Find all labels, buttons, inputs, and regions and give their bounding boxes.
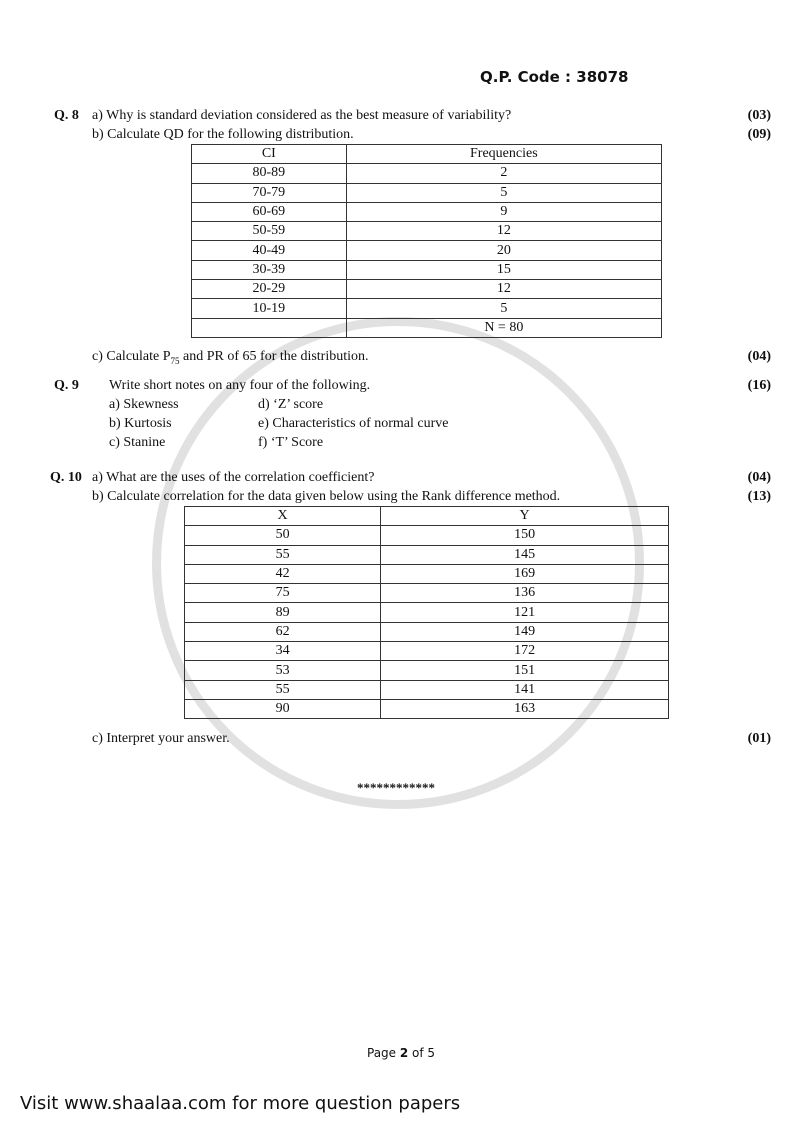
q9-text: Write short notes on any four of the following.: [109, 378, 371, 393]
table-cell: 40-49: [192, 241, 347, 260]
table-cell: 50-59: [192, 222, 347, 241]
table-row: [185, 642, 669, 661]
table-total-row: [192, 318, 662, 337]
table-row: [185, 564, 669, 583]
table-cell: 150: [381, 526, 669, 545]
table-row: [185, 699, 669, 718]
q8-c-marks: (04): [747, 349, 771, 364]
table-cell: 172: [381, 642, 669, 661]
table-cell: 80-89: [192, 164, 347, 183]
table-cell: 151: [381, 661, 669, 680]
q9-item: d) ‘Z’ score: [258, 397, 324, 412]
q9-item: f) ‘T’ Score: [258, 435, 324, 450]
table-cell: 2: [346, 164, 661, 183]
q8-a: a) Why is standard deviation considered as the best measure of variability?: [92, 108, 512, 123]
table-cell: 12: [346, 280, 661, 299]
header-ci: CI: [192, 145, 347, 164]
table-cell: 20: [346, 241, 661, 260]
q10-b: b) Calculate correlation for the data given below using the Rank difference method.: [92, 489, 561, 504]
table-row: [192, 222, 662, 241]
rank-data-table: [184, 506, 669, 719]
q10-a: a) What are the uses of the correlation coefficient?: [92, 470, 375, 485]
qp-code: Q.P. Code : 38078: [480, 68, 629, 86]
table-row: [192, 260, 662, 279]
q8-number: Q. 8: [54, 108, 79, 123]
table-cell: 121: [381, 603, 669, 622]
table-row: [192, 164, 662, 183]
end-marker: ************: [357, 780, 435, 795]
qd-distribution-table: [191, 144, 662, 338]
q8-b: b) Calculate QD for the following distribution.: [92, 127, 354, 142]
table-cell: 136: [381, 584, 669, 603]
q8-c-subscript: 75: [170, 355, 180, 366]
table-row: [185, 545, 669, 564]
table-cell: 169: [381, 564, 669, 583]
table-cell: 60-69: [192, 202, 347, 221]
page-current: 2: [399, 1046, 409, 1060]
q10-c-marks: (01): [747, 731, 771, 746]
q9-item: e) Characteristics of normal curve: [258, 416, 449, 431]
table-cell: 163: [381, 699, 669, 718]
table-cell: 30-39: [192, 260, 347, 279]
q10-a-marks: (04): [747, 470, 771, 485]
q9-marks: (16): [747, 378, 771, 393]
table-row: [192, 299, 662, 318]
table-cell: 62: [185, 622, 381, 641]
table-row: [192, 183, 662, 202]
table-row: [192, 280, 662, 299]
table-cell: 55: [185, 680, 381, 699]
table-cell: 5: [346, 183, 661, 202]
table-cell: 9: [346, 202, 661, 221]
table-cell: 42: [185, 564, 381, 583]
table-cell: 12: [346, 222, 661, 241]
table-header-row: [192, 145, 662, 164]
table-row: [185, 526, 669, 545]
table-cell: 5: [346, 299, 661, 318]
q9-number: Q. 9: [54, 378, 79, 393]
table-row: [185, 661, 669, 680]
table-cell: 75: [185, 584, 381, 603]
q10-c: c) Interpret your answer.: [92, 731, 230, 746]
empty-cell: [192, 318, 347, 337]
q9-item: c) Stanine: [109, 435, 166, 450]
header-frequencies: Frequencies: [346, 145, 661, 164]
q10-number: Q. 10: [50, 470, 82, 485]
table-header-row: [185, 507, 669, 526]
table-cell: 50: [185, 526, 381, 545]
table-cell: 89: [185, 603, 381, 622]
table-cell: 34: [185, 642, 381, 661]
table-cell: 10-19: [192, 299, 347, 318]
table-row: [192, 202, 662, 221]
q10-b-marks: (13): [747, 489, 771, 504]
q8-c: [92, 349, 369, 366]
table-row: [185, 622, 669, 641]
header-x: X: [185, 507, 381, 526]
table-row: [185, 584, 669, 603]
total-cell: N = 80: [346, 318, 661, 337]
q9-item: a) Skewness: [109, 397, 179, 412]
visit-link[interactable]: Visit www.shaalaa.com for more question papers: [20, 1093, 461, 1114]
table-cell: 141: [381, 680, 669, 699]
table-cell: 149: [381, 622, 669, 641]
table-row: [185, 680, 669, 699]
table-row: [192, 241, 662, 260]
table-cell: 55: [185, 545, 381, 564]
table-cell: 145: [381, 545, 669, 564]
table-row: [185, 603, 669, 622]
page-number: [367, 1046, 435, 1060]
q8-c-suffix: and PR of 65 for the distribution.: [179, 349, 369, 364]
table-cell: 53: [185, 661, 381, 680]
q8-c-prefix: c) Calculate P: [92, 349, 171, 364]
table-cell: 20-29: [192, 280, 347, 299]
table-cell: 70-79: [192, 183, 347, 202]
q8-a-marks: (03): [747, 108, 771, 123]
page-prefix: Page: [367, 1046, 400, 1060]
q8-b-marks: (09): [747, 127, 771, 142]
table-cell: 90: [185, 699, 381, 718]
header-y: Y: [381, 507, 669, 526]
table-cell: 15: [346, 260, 661, 279]
q9-item: b) Kurtosis: [109, 416, 172, 431]
page-suffix: of 5: [408, 1046, 436, 1060]
